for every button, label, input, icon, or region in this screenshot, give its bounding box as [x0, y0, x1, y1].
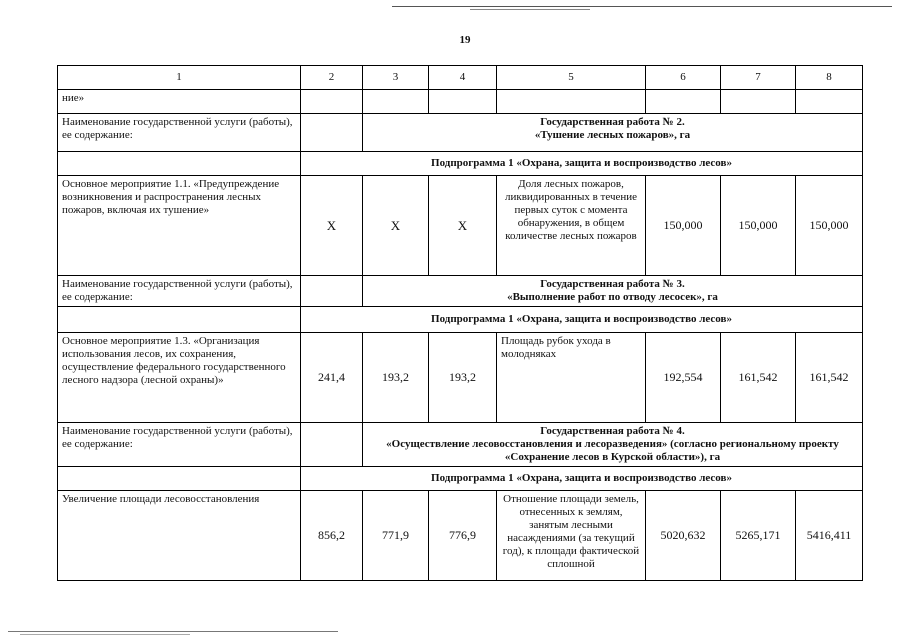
work-4-title: Государственная работа № 4.	[540, 425, 685, 437]
service-label: Наименование государственной услуги (работы), ее содержание:	[58, 423, 301, 467]
column-number-row	[58, 66, 863, 90]
value-cell: 776,9	[429, 491, 497, 581]
col-number: 8	[796, 66, 863, 90]
col-number: 6	[646, 66, 721, 90]
col-number: 7	[721, 66, 796, 90]
col-number: 3	[363, 66, 429, 90]
value-cell: 5020,632	[646, 491, 721, 581]
table-row	[58, 491, 863, 581]
subprogram-row	[58, 467, 863, 491]
subprogram-row	[58, 152, 863, 176]
value-cell: 856,2	[301, 491, 363, 581]
indicator-cell: Отношение площади земель, отнесенных к землям, занятым лесными насаждениями (за текущий год), к площади фактической сплошной	[497, 491, 646, 581]
work-3-title: Государственная работа № 3.	[540, 278, 685, 290]
bottom-rule-secondary	[20, 634, 190, 635]
activity-cell: Основное мероприятие 1.1. «Предупреждение возникновения и распространения лесных пожаров, включая их тушение»	[58, 176, 301, 276]
subprogram-row	[58, 307, 863, 333]
work-4-title-cell	[363, 423, 863, 467]
work-4-header-row	[58, 423, 863, 467]
work-4-subtitle: «Осуществление лесовосстановления и лесоразведения» (согласно региональному проекту «Сохранение лесов в Курской области»), га	[386, 438, 839, 463]
work-3-subtitle: «Выполнение работ по отводу лесосек», га	[507, 291, 718, 303]
work-2-title: Государственная работа № 2.	[540, 116, 685, 128]
value-cell: 5265,171	[721, 491, 796, 581]
value-cell: 161,542	[796, 333, 863, 423]
value-cell: 150,000	[721, 176, 796, 276]
work-3-header-row	[58, 276, 863, 307]
value-cell: 241,4	[301, 333, 363, 423]
subprogram-title: Подпрограмма 1 «Охрана, защита и воспроизводство лесов»	[301, 152, 863, 176]
page-number: 19	[459, 34, 471, 46]
subprogram-title: Подпрограмма 1 «Охрана, защита и воспроизводство лесов»	[301, 307, 863, 333]
work-2-title-cell	[363, 114, 863, 152]
work-2-subtitle: «Тушение лесных пожаров», га	[534, 129, 691, 141]
col-number: 4	[429, 66, 497, 90]
value-cell: 193,2	[363, 333, 429, 423]
work-2-header-row	[58, 114, 863, 152]
service-label: Наименование государственной услуги (работы), ее содержание:	[58, 276, 301, 307]
continuation-row	[58, 90, 863, 114]
value-cell: 771,9	[363, 491, 429, 581]
work-3-title-cell	[363, 276, 863, 307]
value-cell: 193,2	[429, 333, 497, 423]
document-table	[57, 65, 863, 581]
value-cell: Х	[429, 176, 497, 276]
col-number: 2	[301, 66, 363, 90]
indicator-cell: Площадь рубок ухода в молодняках	[497, 333, 646, 423]
col-number: 5	[497, 66, 646, 90]
value-cell: 150,000	[796, 176, 863, 276]
continuation-text: ние»	[58, 90, 301, 114]
value-cell: Х	[363, 176, 429, 276]
value-cell: 192,554	[646, 333, 721, 423]
value-cell: Х	[301, 176, 363, 276]
activity-cell: Увеличение площади лесовосстановления	[58, 491, 301, 581]
value-cell: 161,542	[721, 333, 796, 423]
top-rule	[392, 6, 892, 7]
activity-cell: Основное мероприятие 1.3. «Организация использования лесов, их сохранения, осуществление федерального государственного лесного надзора (лесной охраны)»	[58, 333, 301, 423]
col-number: 1	[58, 66, 301, 90]
value-cell: 5416,411	[796, 491, 863, 581]
top-rule-secondary	[470, 9, 590, 10]
table-row	[58, 176, 863, 276]
subprogram-title: Подпрограмма 1 «Охрана, защита и воспроизводство лесов»	[301, 467, 863, 491]
service-label: Наименование государственной услуги (работы), ее содержание:	[58, 114, 301, 152]
indicator-cell: Доля лесных пожаров, ликвидированных в течение первых суток с момента обнаружения, в общем количестве лесных пожаров	[497, 176, 646, 276]
value-cell: 150,000	[646, 176, 721, 276]
table-row	[58, 333, 863, 423]
bottom-rule	[8, 631, 338, 632]
